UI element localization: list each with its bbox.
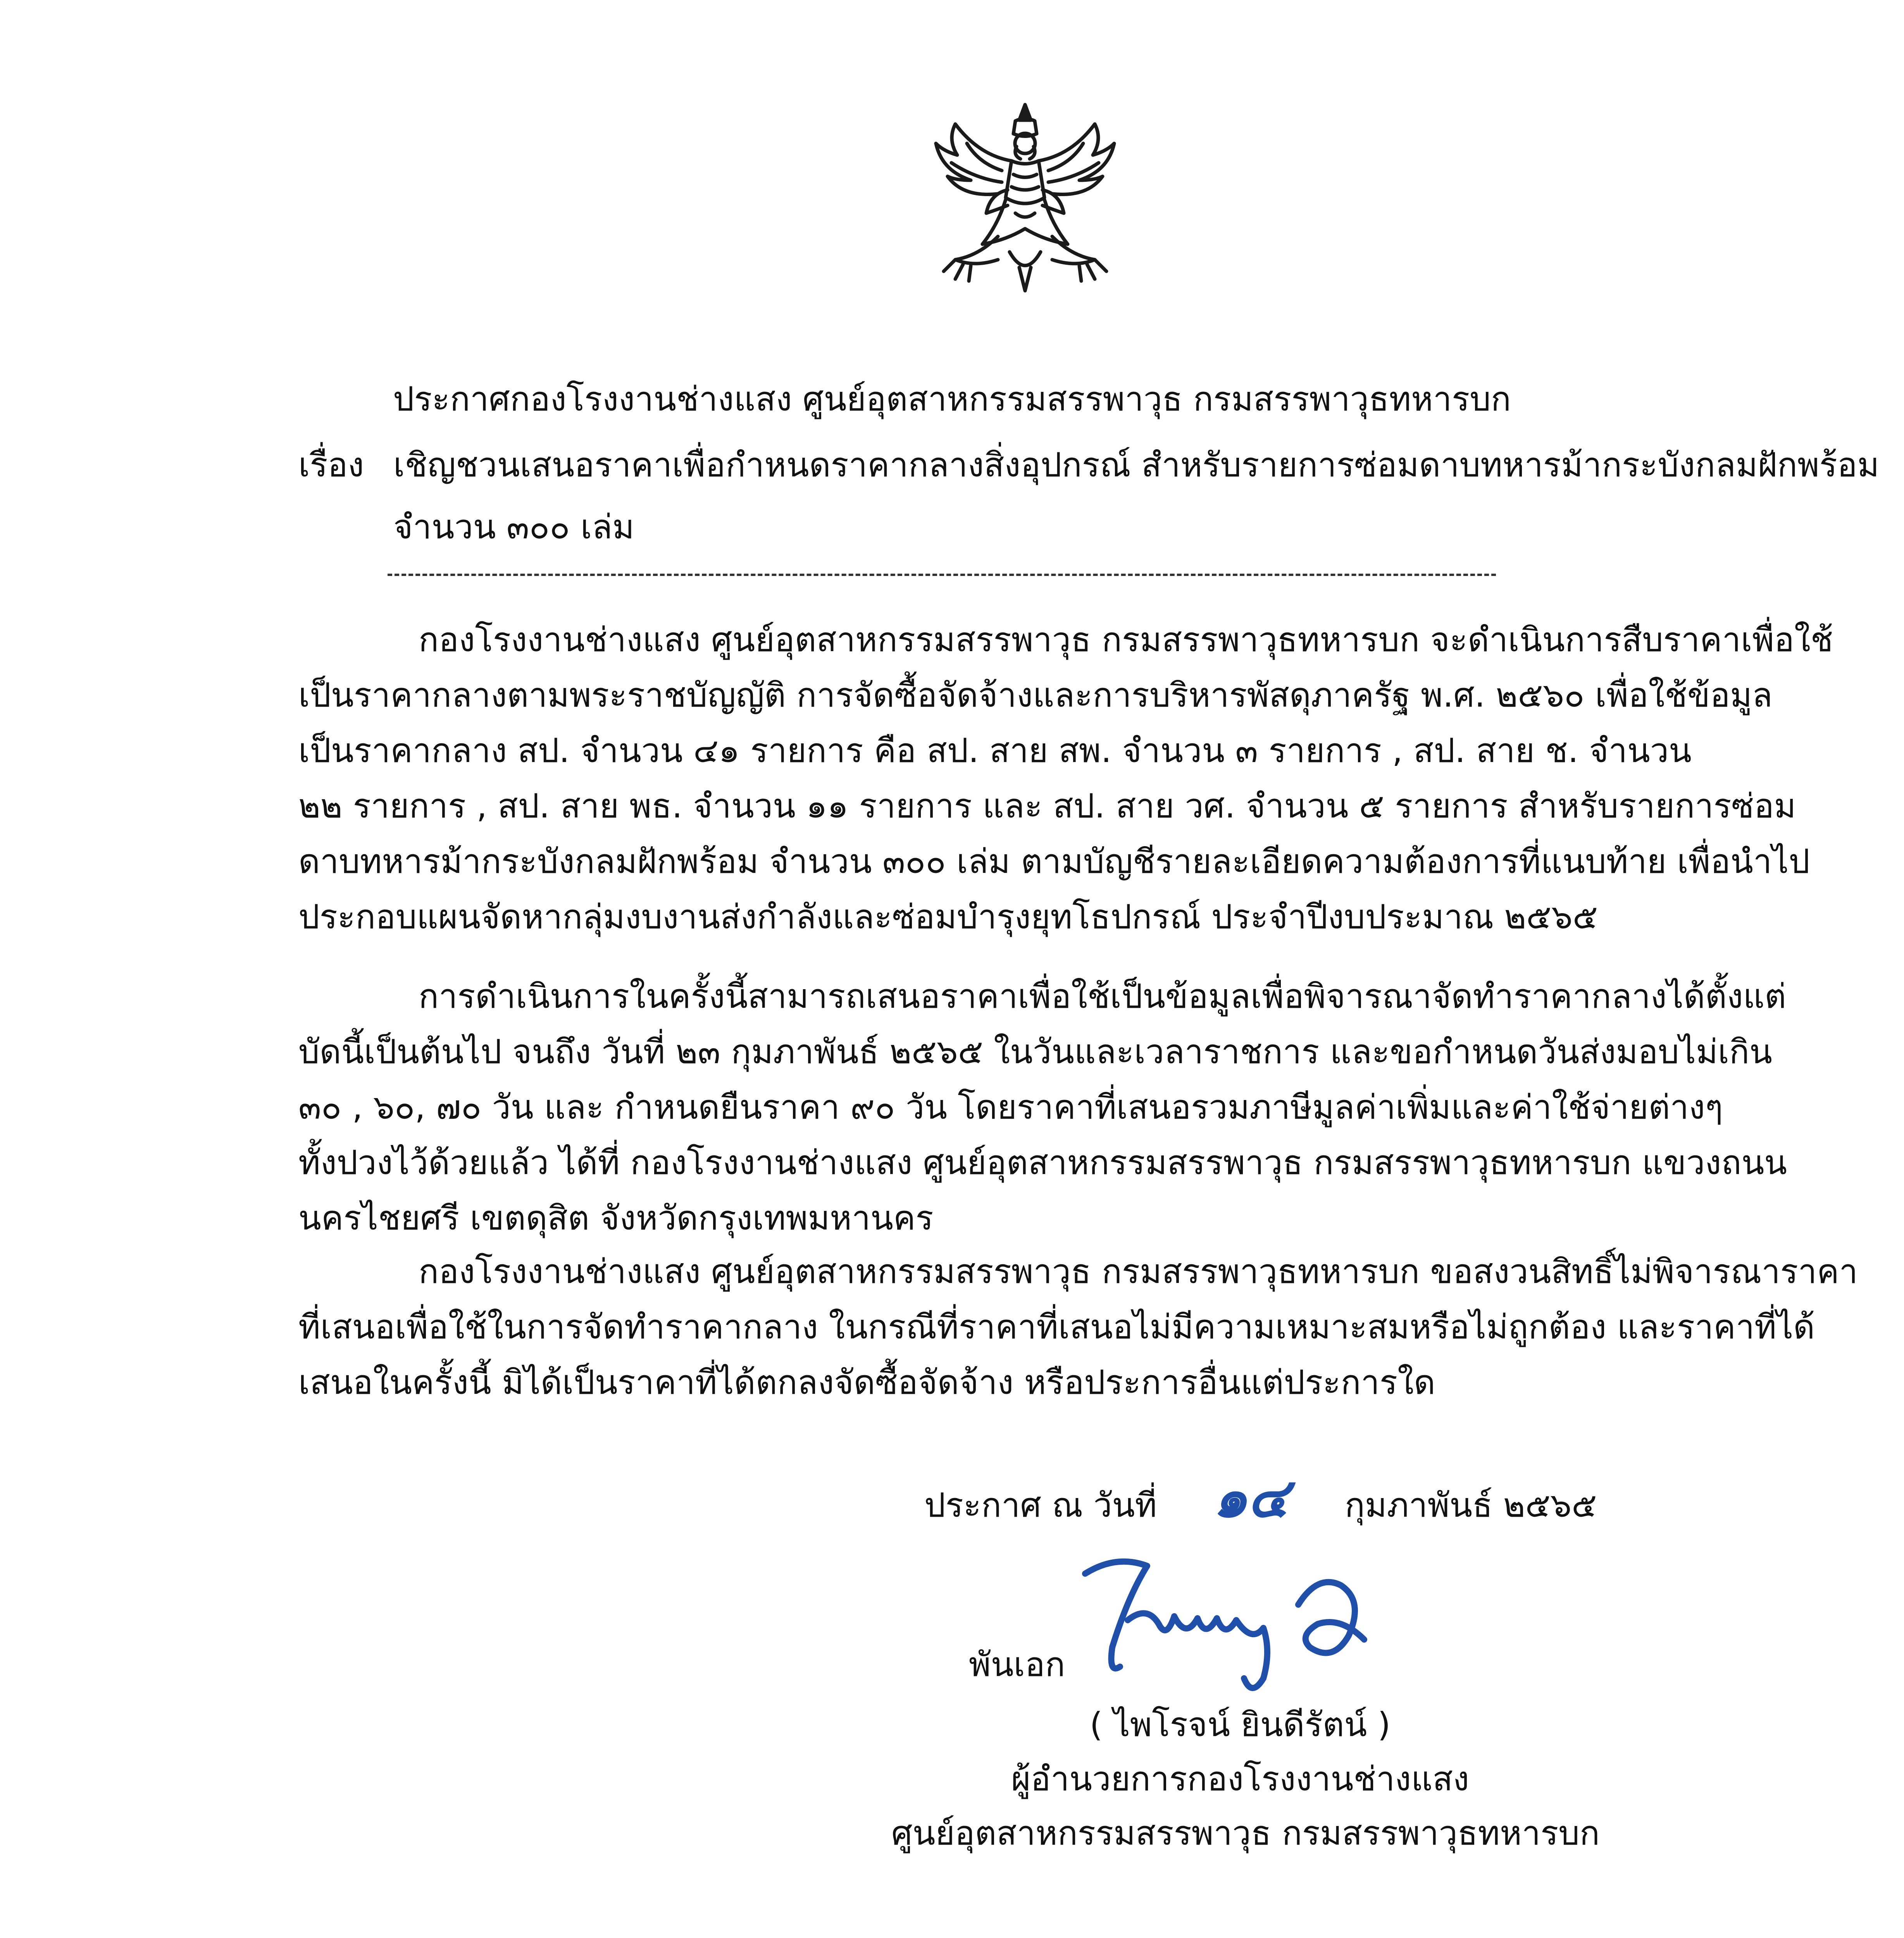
announcement-title: ประกาศกองโรงงานช่างแสง ศูนย์อุตสาหกรรมสรรพาวุธ กรมสรรพาวุธทหารบก (393, 380, 1511, 419)
paragraph-line: เสนอในครั้งนี้ มิได้เป็นราคาที่ได้ตกลงจัดซื้อจัดจ้าง หรือประการอื่นแต่ประการใด (298, 1363, 1435, 1402)
subject-line: จำนวน ๓๐๐ เล่ม (393, 508, 634, 547)
garuda-emblem-icon (920, 97, 1130, 298)
signatory-organization: ศูนย์อุตสาหกรรมสรรพาวุธ กรมสรรพาวุธทหารบก (891, 1814, 1600, 1853)
paragraph-line: เป็นราคากลางตามพระราชบัญญัติ การจัดซื้อจัดจ้างและการบริหารพัสดุภาครัฐ พ.ศ. ๒๕๖๐ เพื่อใช้ข้อมูล (298, 676, 1773, 715)
paragraph-line: การดำเนินการในครั้งนี้สามารถเสนอราคาเพื่อใช้เป็นข้อมูลเพื่อพิจารณาจัดทำราคากลางได้ตั้งแต่ (419, 977, 1787, 1016)
paragraph-line: ประกอบแผนจัดหากลุ่มงบงานส่งกำลังและซ่อมบำรุงยุทโธปกรณ์ ประจำปีงบประมาณ ๒๕๖๕ (298, 898, 1598, 936)
handwritten-day: ๑๔ (1213, 1466, 1289, 1530)
date-prefix: ประกาศ ณ วันที่ (924, 1486, 1157, 1525)
paragraph-line: ดาบทหารม้ากระบังกลมฝักพร้อม จำนวน ๓๐๐ เล่ม ตามบัญชีรายละเอียดความต้องการที่แนบท้าย เพื่อนำไป (298, 842, 1810, 881)
paragraph-schedule (298, 969, 1787, 1246)
announcement-date (924, 1466, 1597, 1535)
handwritten-signature (1070, 1550, 1387, 1713)
signatory-name: ( ไพโรจน์ ยินดีรัตน์ ) (1089, 1705, 1391, 1744)
paragraph-line: กองโรงงานช่างแสง ศูนย์อุตสาหกรรมสรรพาวุธ กรมสรรพาวุธทหารบก ขอสงวนสิทธิ์ไม่พิจารณาราคา (419, 1252, 1858, 1291)
paragraph-line: ๓๐ , ๖๐, ๗๐ วัน และ กำหนดยืนราคา ๙๐ วัน โดยราคาที่เสนอรวมภาษีมูลค่าเพิ่มและค่าใช้จ่ายต่างๆ (298, 1088, 1723, 1127)
paragraph-line: บัดนี้เป็นต้นไป จนถึง วันที่ ๒๓ กุมภาพันธ์ ๒๕๖๕ ในวันและเวลาราชการ และขอกำหนดวันส่งมอบไม่เกิน (298, 1033, 1772, 1071)
paragraph-line: ๒๒ รายการ , สป. สาย พธ. จำนวน ๑๑ รายการ และ สป. สาย วศ. จำนวน ๕ รายการ สำหรับรายการซ่อม (298, 787, 1796, 826)
paragraph-line: กองโรงงานช่างแสง ศูนย์อุตสาหกรรมสรรพาวุธ กรมสรรพาวุธทหารบก จะดำเนินการสืบราคาเพื่อใช้ (419, 621, 1833, 659)
signatory-rank: พันเอก (969, 1645, 1065, 1684)
separator-line (388, 574, 1496, 576)
paragraph-line: นครไชยศรี เขตดุสิต จังหวัดกรุงเทพมหานคร (298, 1199, 934, 1238)
paragraph-purpose (298, 612, 1833, 945)
subject-line: เชิญชวนเสนอราคาเพื่อกำหนดราคากลางสิ่งอุปกรณ์ สำหรับรายการซ่อมดาบทหารม้ากระบังกลมฝักพร้อม (393, 446, 1880, 484)
paragraph-reservation (298, 1244, 1858, 1410)
subject-text (393, 434, 1880, 558)
signatory-position: ผู้อำนวยการกองโรงงานช่างแสง (1011, 1760, 1470, 1798)
date-month-year: กุมภาพันธ์ ๒๕๖๕ (1344, 1486, 1597, 1525)
paragraph-line: ที่เสนอเพื่อใช้ในการจัดทำราคากลาง ในกรณีที่ราคาที่เสนอไม่มีความเหมาะสมหรือไม่ถูกต้อง และราคาที่ได้ (298, 1308, 1815, 1347)
paragraph-line: ทั้งปวงไว้ด้วยแล้ว ได้ที่ กองโรงงานช่างแสง ศูนย์อุตสาหกรรมสรรพาวุธ กรมสรรพาวุธทหารบก แขวงถนน (298, 1143, 1787, 1182)
paragraph-line: เป็นราคากลาง สป. จำนวน ๔๑ รายการ คือ สป. สาย สพ. จำนวน ๓ รายการ , สป. สาย ช. จำนวน (298, 731, 1692, 770)
subject-label: เรื่อง (298, 446, 364, 484)
